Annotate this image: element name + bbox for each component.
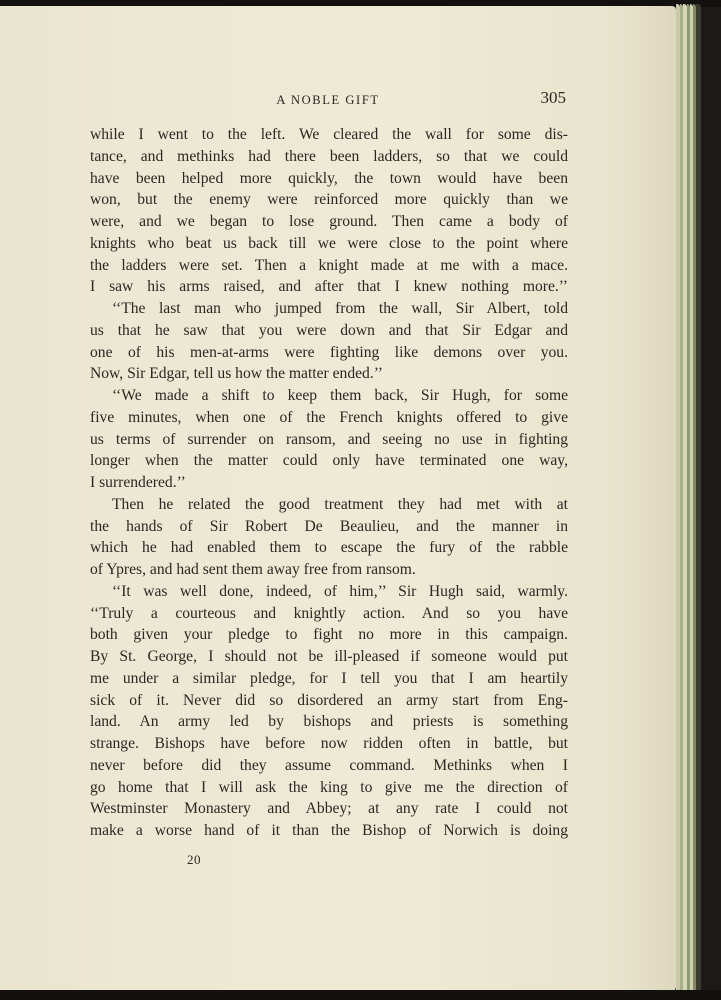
text-line: never before did they assume command. Methinks when I xyxy=(90,756,568,774)
text-line: five minutes, when one of the French knights offered to give xyxy=(90,408,568,426)
text-line: ‘‘Truly a courteous and knightly action. And so you have xyxy=(90,604,568,622)
text-line: the ladders were set. Then a knight made at me with a mace. xyxy=(90,256,568,274)
text-line: us terms of surrender on ransom, and seeing no use in fighting xyxy=(90,430,568,448)
text-line: Then he related the good treatment they had met with at xyxy=(112,495,568,513)
text-line: ‘‘The last man who jumped from the wall, Sir Albert, told xyxy=(112,300,568,317)
text-line: have been helped more quickly, the town would have been xyxy=(90,169,568,187)
text-line: Now, Sir Edgar, tell us how the matter ended.’’ xyxy=(90,365,383,383)
text-line: go home that I will ask the king to give me the direction of xyxy=(90,778,568,796)
text-line: one of his men-at-arms were fighting like demons over you. xyxy=(90,343,568,361)
text-line: tance, and methinks had there been ladders, so that we could xyxy=(90,147,568,165)
text-line: land. An army led by bishops and priests is something xyxy=(90,713,568,731)
text-line: I surrendered.’’ xyxy=(90,474,186,491)
text-line: while I went to the left. We cleared the wall for some dis- xyxy=(90,126,568,143)
page-number: 305 xyxy=(540,88,566,107)
text-line: ‘‘It was well done, indeed, of him,’’ Sir Hugh said, warmly. xyxy=(112,582,568,600)
text-line: which he had enabled them to escape the fury of the rabble xyxy=(90,539,568,557)
text-line: Westminster Monastery and Abbey; at any rate I could not xyxy=(90,800,568,818)
text-line: make a worse hand of it than the Bishop of Norwich is doing xyxy=(90,822,568,839)
text-line: both given your pledge to fight no more in this campaign. xyxy=(90,626,568,644)
text-line: strange. Bishops have before now ridden often in battle, but xyxy=(90,735,568,752)
text-line: ‘‘We made a shift to keep them back, Sir Hugh, for some xyxy=(112,387,568,404)
text-line: longer when the matter could only have terminated one way, xyxy=(90,452,568,470)
text-line: I saw his arms raised, and after that I knew nothing more.’’ xyxy=(90,278,568,296)
signature-mark: 20 xyxy=(187,852,201,867)
text-line: By St. George, I should not be ill-pleased if someone would put xyxy=(90,648,568,665)
running-head xyxy=(88,86,568,116)
text-line: sick of it. Never did so disordered an army start from Eng- xyxy=(90,691,568,709)
text-line: won, but the enemy were reinforced more quickly than we xyxy=(90,191,568,209)
text-line: me under a similar pledge, for I tell you that I am heartily xyxy=(90,669,568,687)
text-line: knights who beat us back till we were close to the point where xyxy=(90,234,568,252)
running-head-title: A NOBLE GIFT xyxy=(276,93,380,107)
book-cover-edge xyxy=(696,4,701,994)
text-line: were, and we began to lose ground. Then came a body of xyxy=(90,213,568,230)
text-line: the hands of Sir Robert De Beaulieu, and the manner in xyxy=(90,517,568,535)
text-line: of Ypres, and had sent them away free from ransom. xyxy=(90,561,416,578)
text-line: us that he saw that you were down and that Sir Edgar and xyxy=(90,321,568,339)
page-edges xyxy=(668,4,714,994)
scan-bottom-border xyxy=(0,990,721,1000)
body-text xyxy=(90,124,568,842)
